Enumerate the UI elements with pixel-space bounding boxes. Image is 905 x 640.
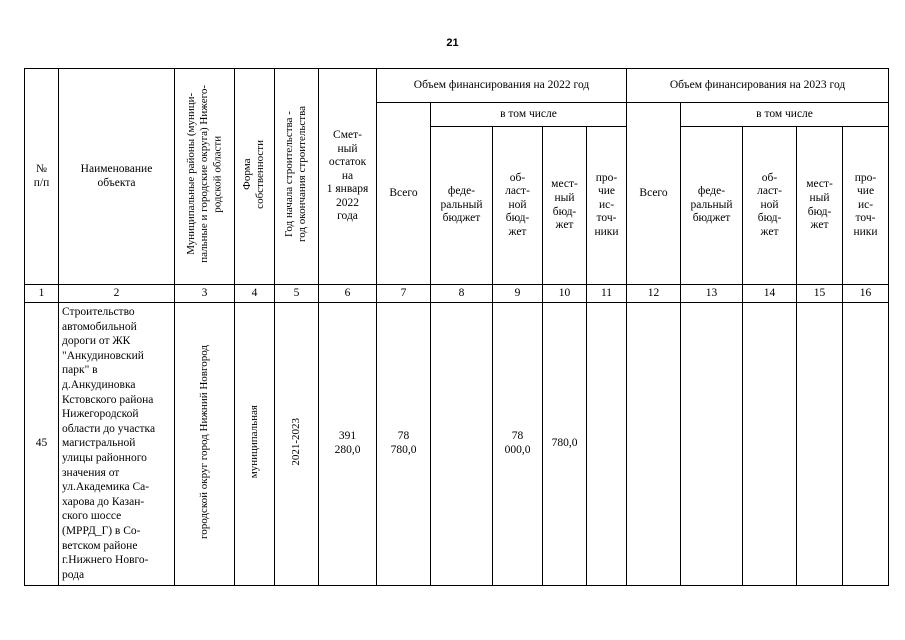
header-years-line1: Год начала строительства - <box>283 111 296 238</box>
federal-2022 <box>431 303 493 586</box>
local-2023 <box>797 303 843 586</box>
header-ownership-text <box>241 140 267 209</box>
object-name: Строительство автомобильной дороги от ЖК "Анкудиновский парк" в д.Анкудиновка Кстовского района Нижегородской области до участка магистральной улицы районного значения от ул.Академика Са- харова до Казан- ского шоссе (МРРД_Г) в Со- ветском районе г.Нижнего Новго- рода <box>59 303 175 586</box>
total-2022: 78 780,0 <box>377 303 431 586</box>
header-district-line1: Муниципальные районы (муници- <box>184 93 197 256</box>
district-cell <box>175 303 235 586</box>
header-federal-2022: феде- ральный бюджет <box>431 127 493 285</box>
header-district <box>175 69 235 285</box>
header-federal-2023: феде- ральный бюджет <box>681 127 743 285</box>
table-row <box>25 303 889 586</box>
column-number: 6 <box>319 285 377 303</box>
column-number: 13 <box>681 285 743 303</box>
regional-2023 <box>743 303 797 586</box>
header-including-2022: в том числе <box>431 103 627 127</box>
column-number: 12 <box>627 285 681 303</box>
header-other-2023: про- чие ис- точ- ники <box>843 127 889 285</box>
other-2022 <box>587 303 627 586</box>
construction-years: 2021-2023 <box>289 417 302 466</box>
header-district-line3: родской области <box>211 135 224 213</box>
header-local-2022: мест- ный бюд- жет <box>543 127 587 285</box>
column-number: 14 <box>743 285 797 303</box>
total-2023 <box>627 303 681 586</box>
header-district-text <box>185 85 225 263</box>
column-number: 7 <box>377 285 431 303</box>
years-cell <box>275 303 319 586</box>
header-including-2023: в том числе <box>681 103 889 127</box>
financing-table <box>24 68 889 586</box>
column-number: 9 <box>493 285 543 303</box>
column-numbers-row <box>25 285 889 303</box>
header-years-line2: год окончания строительства <box>296 106 309 243</box>
header-years-text <box>283 106 309 242</box>
page-number: 21 <box>446 37 459 49</box>
header-ownership <box>235 69 275 285</box>
header-financing-2022: Объем финансирования на 2022 год <box>377 69 627 103</box>
header-other-2022: про- чие ис- точ- ники <box>587 127 627 285</box>
column-number: 10 <box>543 285 587 303</box>
header-financing-2023: Объем финансирования на 2023 год <box>627 69 889 103</box>
header-regional-2023: об- ласт- ной бюд- жет <box>743 127 797 285</box>
ownership-form: муниципальная <box>247 405 260 479</box>
column-number: 3 <box>175 285 235 303</box>
header-years <box>275 69 319 285</box>
other-2023 <box>843 303 889 586</box>
column-number: 15 <box>797 285 843 303</box>
header-local-2023: мест- ный бюд- жет <box>797 127 843 285</box>
header-ownership-line2: собственности <box>254 139 267 209</box>
column-number: 2 <box>59 285 175 303</box>
estimated-balance: 391 280,0 <box>319 303 377 586</box>
header-balance: Смет- ный остаток на 1 января 2022 года <box>319 69 377 285</box>
header-district-line2: пальные и городские округа) Нижего- <box>197 85 210 264</box>
header-object-name: Наименование объекта <box>59 69 175 285</box>
header-total-2023: Всего <box>627 103 681 285</box>
regional-2022: 78 000,0 <box>493 303 543 586</box>
district-name: городской округ город Нижний Новгород <box>197 344 210 539</box>
column-number: 11 <box>587 285 627 303</box>
column-number: 1 <box>25 285 59 303</box>
federal-2023 <box>681 303 743 586</box>
ownership-cell <box>235 303 275 586</box>
header-row-number: № п/п <box>25 69 59 285</box>
header-ownership-line1: Форма <box>241 158 254 190</box>
header-regional-2022: об- ласт- ной бюд- жет <box>493 127 543 285</box>
column-number: 8 <box>431 285 493 303</box>
row-number: 45 <box>25 303 59 586</box>
local-2022: 780,0 <box>543 303 587 586</box>
header-total-2022: Всего <box>377 103 431 285</box>
column-number: 4 <box>235 285 275 303</box>
column-number: 16 <box>843 285 889 303</box>
column-number: 5 <box>275 285 319 303</box>
